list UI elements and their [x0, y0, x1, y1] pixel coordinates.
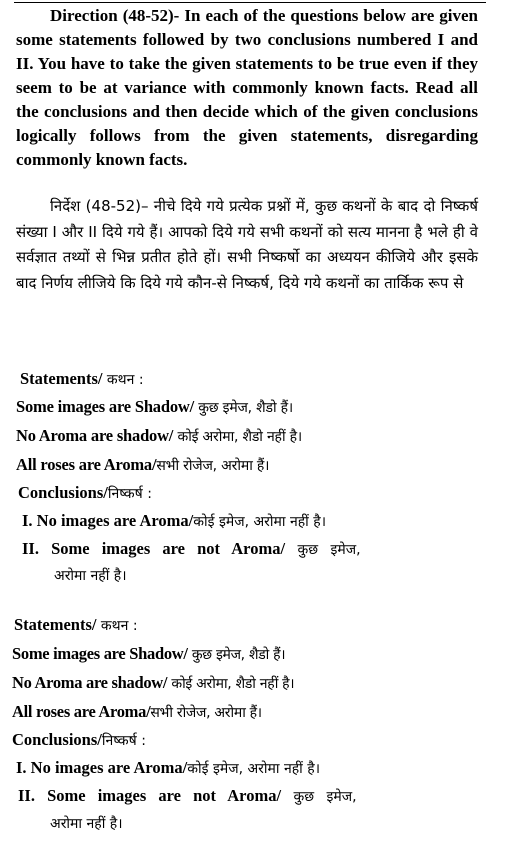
- conclusion-hi: कुछ इमेज,: [285, 542, 361, 558]
- statement-en: Some images are Shadow/: [12, 644, 188, 663]
- conclusion-en: Some images are not Aroma/: [38, 539, 286, 558]
- conclusion-line: [16, 757, 320, 780]
- statements-label-en: Statements/: [14, 615, 97, 634]
- conclusion-en: No images are Aroma/: [26, 758, 188, 777]
- conclusion-line: [18, 785, 357, 808]
- conclusion-key: I.: [16, 758, 27, 777]
- conclusion-continuation: [54, 564, 127, 587]
- direction-hindi: निर्देश (48-52)– नीचे दिये गये प्रत्येक प्रश्नों में, कुछ कथनों के बाद दो निष्कर्ष संख्या I और II दिये गये हैं। आपको दिये गये सभी कथनों को सत्य मानना है भले ही वे सर्वज्ञात तथ्यों से भिन्न प्रतीत होते हों। सभी निष्कर्षो का अध्ययन कीजिये और इसके बाद निर्णय लीजिये कि दिये गये कौन-से निष्कर्ष, दिये गये कथनों का तार्किक रूप से: [16, 197, 478, 292]
- conclusions-label-hi: निष्कर्ष :: [107, 486, 152, 502]
- conclusion-en: No images are Aroma/: [32, 511, 194, 530]
- statements-label-hi: कथन :: [96, 618, 138, 634]
- statements-label-hi: कथन :: [102, 372, 144, 388]
- conclusion-key: II.: [22, 539, 39, 558]
- conclusion-hi-continuation: अरोमा नहीं है।: [50, 816, 123, 832]
- conclusions-heading: [12, 729, 146, 752]
- conclusion-continuation: [50, 812, 123, 835]
- statement-hi: कुछ इमेज, शैडो हैं।: [187, 647, 286, 663]
- statement-hi: कोई अरोमा, शैडो नहीं है।: [173, 429, 303, 445]
- statement-line: [16, 454, 269, 477]
- statements-heading: [20, 368, 144, 391]
- statement-line: [12, 672, 294, 695]
- statement-line: [12, 701, 262, 724]
- statement-line: [16, 425, 302, 448]
- conclusion-line: [22, 510, 326, 533]
- conclusions-label-hi: निष्कर्ष :: [101, 733, 146, 749]
- statement-en: No Aroma are shadow/: [12, 673, 168, 692]
- statements-label-en: Statements/: [20, 369, 103, 388]
- conclusion-line: [22, 538, 361, 561]
- statement-en: All roses are Aroma/: [16, 455, 157, 474]
- statement-hi: कुछ इमेज, शैडो हैं।: [193, 400, 294, 416]
- conclusion-hi: कोई इमेज, अरोमा नहीं है।: [193, 514, 327, 530]
- conclusion-key: II.: [18, 786, 35, 805]
- statement-hi: सभी रोजेज, अरोमा हैं।: [156, 458, 270, 474]
- top-divider: [14, 2, 486, 3]
- conclusions-label-en: Conclusions/: [12, 730, 102, 749]
- conclusion-key: I.: [22, 511, 33, 530]
- conclusion-hi: कुछ इमेज,: [281, 789, 357, 805]
- conclusions-heading: [18, 482, 152, 505]
- statement-line: [12, 643, 285, 666]
- conclusions-label-en: Conclusions/: [18, 483, 108, 502]
- conclusion-hi-continuation: अरोमा नहीं है।: [54, 568, 127, 584]
- conclusion-hi: कोई इमेज, अरोमा नहीं है।: [187, 761, 321, 777]
- statement-en: Some images are Shadow/: [16, 397, 194, 416]
- statement-en: All roses are Aroma/: [12, 702, 151, 721]
- statement-en: No Aroma are shadow/: [16, 426, 174, 445]
- statement-hi: कोई अरोमा, शैडो नहीं है।: [167, 676, 295, 692]
- conclusion-en: Some images are not Aroma/: [34, 786, 282, 805]
- statement-hi: सभी रोजेज, अरोमा हैं।: [150, 705, 262, 721]
- direction-english: Direction (48-52)- In each of the questions below are given some statements followed by two conclusions numbered I and II. You have to take the given statements to be true even if they seem to be at variance with commonly known facts. Read all the conclusions and then decide which of the given conclusions logically follows from the given statements, disregarding commonly known facts.: [16, 6, 478, 169]
- statement-line: [16, 396, 293, 419]
- statements-heading: [14, 614, 138, 637]
